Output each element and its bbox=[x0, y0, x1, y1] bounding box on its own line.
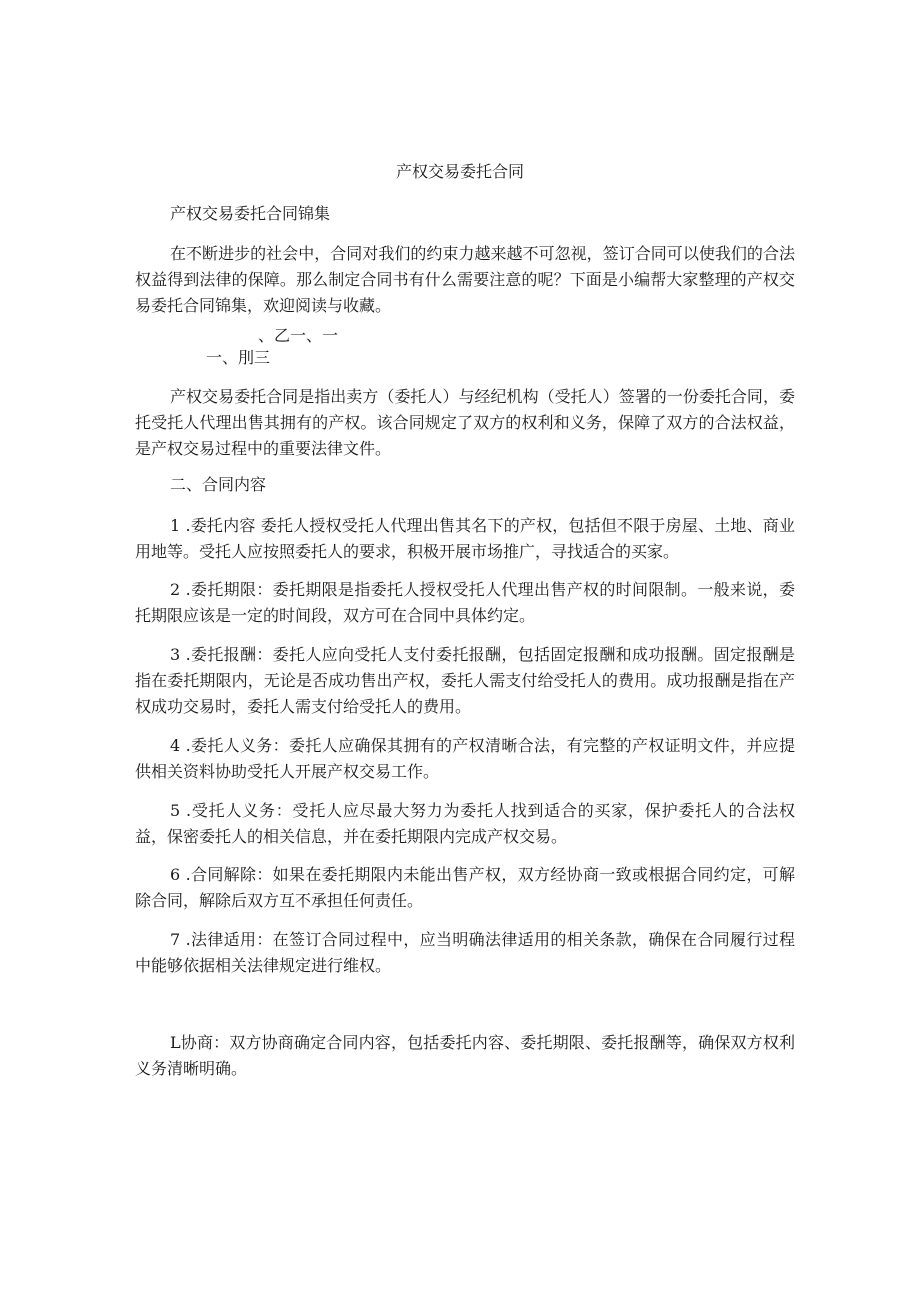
closing-paragraph: L协商：双方协商确定合同内容，包括委托内容、委托期限、委托报酬等，确保双方权利义务清晰明确。 bbox=[135, 1033, 795, 1078]
contract-item: 7 .法律适用：在签订合同过程中，应当明确法律适用的相关条款，确保在合同履行过程中能够依据相关法律规定进行维权。 bbox=[135, 930, 795, 975]
garbled-heading-line-2: 一、刖三 bbox=[206, 348, 271, 367]
contract-item: 2 .委托期限：委托期限是指委托人授权受托人代理出售产权的时间限制。一般来说，委托期限应该是一定的时间段，双方可在合同中具体约定。 bbox=[135, 580, 795, 625]
section-heading-contract-content: 二、合同内容 bbox=[170, 475, 267, 494]
contract-item: 5 .受托人义务：受托人应尽最大努力为委托人找到适合的买家，保护委托人的合法权益，保密委托人的相关信息，并在委托期限内完成产权交易。 bbox=[135, 801, 795, 846]
garbled-heading-line-1: 、乙一、一 bbox=[258, 326, 339, 345]
document-title: 产权交易委托合同 bbox=[395, 162, 524, 181]
contract-item: 3 .委托报酬：委托人应向受托人支付委托报酬，包括固定报酬和成功报酬。固定报酬是指在委托期限内，无论是否成功售出产权，委托人需支付给受托人的费用。成功报酬是指在产权成功交易时，委托人需支付给受托人的费用。 bbox=[135, 645, 795, 716]
intro-paragraph: 在不断进步的社会中，合同对我们的约束力越来越不可忽视，签订合同可以使我们的合法权益得到法律的保障。那么制定合同书有什么需要注意的呢？下面是小编帮大家整理的产权交易委托合同锦集，欢迎阅读与收藏。 bbox=[135, 244, 795, 315]
definition-paragraph: 产权交易委托合同是指出卖方（委托人）与经纪机构（受托人）签署的一份委托合同，委托受托人代理出售其拥有的产权。该合同规定了双方的权利和义务，保障了双方的合法权益，是产权交易过程中的重要法律文件。 bbox=[135, 387, 795, 458]
contract-item: 6 .合同解除：如果在委托期限内未能出售产权，双方经协商一致或根据合同约定，可解除合同，解除后双方互不承担任何责任。 bbox=[135, 865, 795, 910]
contract-item: 1 .委托内容 委托人授权受托人代理出售其名下的产权，包括但不限于房屋、土地、商业用地等。受托人应按照委托人的要求，积极开展市场推广，寻找适合的买家。 bbox=[135, 516, 795, 561]
contract-item: 4 .委托人义务：委托人应确保其拥有的产权清晰合法，有完整的产权证明文件，并应提供相关资料协助受托人开展产权交易工作。 bbox=[135, 736, 795, 781]
document-subtitle: 产权交易委托合同锦集 bbox=[170, 204, 331, 223]
